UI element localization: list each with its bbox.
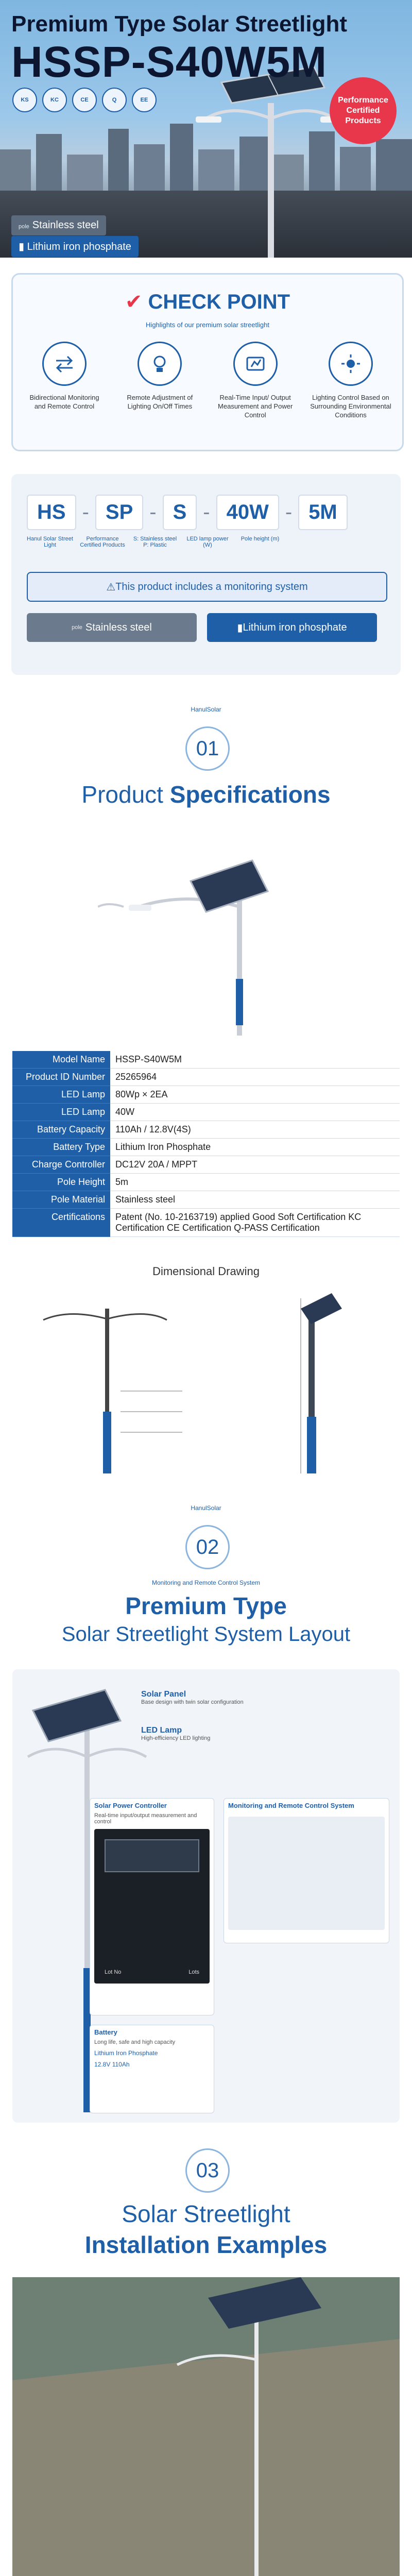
- spec-value: Lithium Iron Phosphate: [110, 1139, 400, 1156]
- spec-row: [12, 1209, 400, 1237]
- check-point-item: [214, 342, 297, 419]
- spec-row: [12, 1086, 400, 1104]
- spec-value: DC12V 20A / MPPT: [110, 1156, 400, 1174]
- controller-card: [90, 1798, 214, 2015]
- spec-row: [12, 1069, 400, 1086]
- check-subtitle: Highlights of our premium solar streetlight: [146, 321, 269, 329]
- lamp-adjust-icon: [138, 342, 182, 386]
- warning-icon: ⚠: [106, 581, 116, 593]
- spec-title: Product Specifications: [81, 781, 331, 808]
- q-cert-icon: Q: [102, 88, 127, 112]
- code-dash: -: [203, 501, 210, 523]
- pole-material-badge: [11, 215, 106, 235]
- battery-icon: ▮: [19, 241, 27, 252]
- transfer-icon: [42, 342, 87, 386]
- spec-key: Pole Material: [12, 1191, 110, 1209]
- spec-key: Pole Height: [12, 1174, 110, 1191]
- code-segment: HS: [27, 495, 76, 530]
- section-number: 03: [185, 2148, 230, 2193]
- performance-badge: Performance Certified Products: [330, 77, 397, 144]
- pole-small-label: pole: [72, 624, 82, 631]
- monitor-title: Monitoring and Remote Control System: [228, 1802, 354, 1809]
- system-diagram: [12, 1669, 400, 2123]
- check-point-label: Bidirectional Monitoring and Remote Control: [29, 394, 99, 410]
- system-title-bold: Premium Type: [125, 1592, 287, 1619]
- installation-section: [0, 2138, 412, 2576]
- dimensional-drawing-title: Dimensional Drawing: [152, 1265, 260, 1278]
- install-title-light: Solar Streetlight: [122, 2200, 290, 2227]
- battery-desc: Long life, safe and high capacity: [94, 2039, 176, 2045]
- spec-key: Product ID Number: [12, 1069, 110, 1086]
- code-segment: 5M: [298, 495, 348, 530]
- solar-panel-desc: Base design with twin solar configuration: [141, 1699, 244, 1705]
- code-segment: S: [163, 495, 197, 530]
- spec-key: Model Name: [12, 1051, 110, 1069]
- code-desc: Hanul Solar Street Light: [27, 536, 73, 548]
- check-point-section: [0, 273, 412, 459]
- spec-value: 40W: [110, 1104, 400, 1121]
- ce-cert-icon: CE: [72, 88, 97, 112]
- spec-value: Patent (No. 10-2163719) applied Good Soft Certification KC Certification CE Certification Q-PASS Certification: [110, 1209, 400, 1237]
- spec-key: Certifications: [12, 1209, 110, 1237]
- system-title-light: Solar Streetlight System Layout: [61, 1623, 351, 1646]
- code-dash: -: [149, 501, 157, 523]
- led-lamp-desc: High-efficiency LED lighting: [141, 1735, 211, 1741]
- hero-banner: [0, 0, 412, 258]
- code-dash: -: [285, 501, 293, 523]
- spec-key: LED Lamp: [12, 1104, 110, 1121]
- system-kicker: HanulSolar: [191, 1504, 221, 1512]
- spec-value: 5m: [110, 1174, 400, 1191]
- ee-cert-icon: EE: [132, 88, 157, 112]
- led-lamp-label: LED Lamp High-efficiency LED lighting: [141, 1726, 211, 1741]
- pole-option: pole Stainless steel: [27, 613, 197, 642]
- spec-value: 25265964: [110, 1069, 400, 1086]
- check-point-label: Real-Time Input/ Output Measurement and Power Control: [218, 394, 293, 419]
- spec-table: [12, 1051, 400, 1237]
- pole-material-label: Stainless steel: [32, 219, 99, 231]
- spec-key: Battery Type: [12, 1139, 110, 1156]
- code-dash: -: [82, 501, 89, 523]
- install-title-bold: Installation Examples: [84, 2231, 328, 2258]
- battery-badge: [11, 236, 139, 257]
- spec-row: [12, 1104, 400, 1121]
- panel-lot-right: Lots: [188, 1969, 199, 1975]
- panel-lot-left: Lot No: [105, 1969, 122, 1975]
- code-desc: Performance Certified Products: [80, 536, 125, 548]
- battery-card: [90, 2025, 214, 2113]
- specification-section: [0, 696, 412, 1484]
- spec-value: 110Ah / 12.8V(4S): [110, 1121, 400, 1139]
- monitor-card: [224, 1798, 389, 1943]
- power-control-icon: [233, 342, 278, 386]
- hero-model: HSSP-S40W5M: [11, 38, 328, 86]
- code-descriptions: [27, 536, 283, 548]
- spec-row: [12, 1139, 400, 1156]
- pole-small-label: pole: [19, 224, 29, 230]
- spec-row: [12, 1121, 400, 1139]
- code-desc: LED lamp power (W): [186, 536, 229, 548]
- controller-display: [105, 1839, 199, 1872]
- spec-key: Battery Capacity: [12, 1121, 110, 1139]
- check-point-list: [23, 342, 392, 419]
- spec-kicker: HanulSolar: [191, 706, 221, 713]
- spec-value: HSSP-S40W5M: [110, 1051, 400, 1069]
- code-segment: 40W: [216, 495, 279, 530]
- battery-option: ▮ Lithium iron phosphate: [207, 613, 377, 642]
- option-row: [27, 613, 377, 642]
- check-point-item: [310, 342, 392, 419]
- spec-value: Stainless steel: [110, 1191, 400, 1209]
- kc-cert-icon: KC: [42, 88, 67, 112]
- code-segment: SP: [95, 495, 143, 530]
- install-photo-1: [12, 2277, 400, 2576]
- environment-icon: [329, 342, 373, 386]
- hero-kicker: Premium Type Solar Streetlight: [11, 11, 348, 37]
- section-number: 01: [185, 726, 230, 771]
- battery-type: Lithium Iron Phosphate: [94, 2049, 158, 2057]
- check-icon: ✔: [125, 291, 148, 313]
- spec-row: [12, 1051, 400, 1069]
- controller-title: Solar Power Controller: [94, 1802, 167, 1809]
- cert-row: [12, 88, 157, 112]
- spec-row: [12, 1156, 400, 1174]
- check-title: ✔ CHECK POINT: [125, 291, 290, 313]
- battery-spec: 12.8V 110Ah: [94, 2061, 130, 2068]
- code-desc: S: Stainless steel P: Plastic: [133, 536, 177, 548]
- monitor-screen: [228, 1817, 385, 1930]
- battery-title: Battery: [94, 2028, 117, 2036]
- section-number: 02: [185, 1525, 230, 1569]
- system-layout-section: [0, 1494, 412, 2143]
- check-point-label: Lighting Control Based on Surrounding Environmental Conditions: [310, 394, 391, 419]
- model-code-section: [0, 474, 412, 685]
- spec-value: 80Wp × 2EA: [110, 1086, 400, 1104]
- controller-desc: Real-time input/output measurement and control: [94, 1812, 197, 1825]
- spec-row: [12, 1174, 400, 1191]
- battery-label: Lithium iron phosphate: [27, 241, 131, 252]
- code-desc: Pole height (m): [241, 536, 280, 542]
- check-point-item: [118, 342, 201, 419]
- check-point-item: [23, 342, 106, 419]
- spec-key: LED Lamp: [12, 1086, 110, 1104]
- battery-icon: ▮: [237, 622, 243, 634]
- check-point-label: Remote Adjustment of Lighting On/Off Times: [127, 394, 193, 410]
- controller-device: [94, 1829, 210, 1984]
- model-code-card: [11, 474, 401, 675]
- ks-cert-icon: KS: [12, 88, 37, 112]
- check-point-card: [11, 273, 404, 451]
- product-photo: [98, 850, 314, 1036]
- spec-row: [12, 1191, 400, 1209]
- model-code-row: [27, 495, 348, 530]
- spec-key: Charge Controller: [12, 1156, 110, 1174]
- solar-panel-label: Solar Panel Base design with twin solar configuration: [141, 1690, 244, 1705]
- dimensional-drawing: [12, 1288, 400, 1479]
- system-sub-kicker: Monitoring and Remote Control System: [151, 1579, 261, 1586]
- monitoring-note: ⚠ This product includes a monitoring system: [27, 572, 387, 602]
